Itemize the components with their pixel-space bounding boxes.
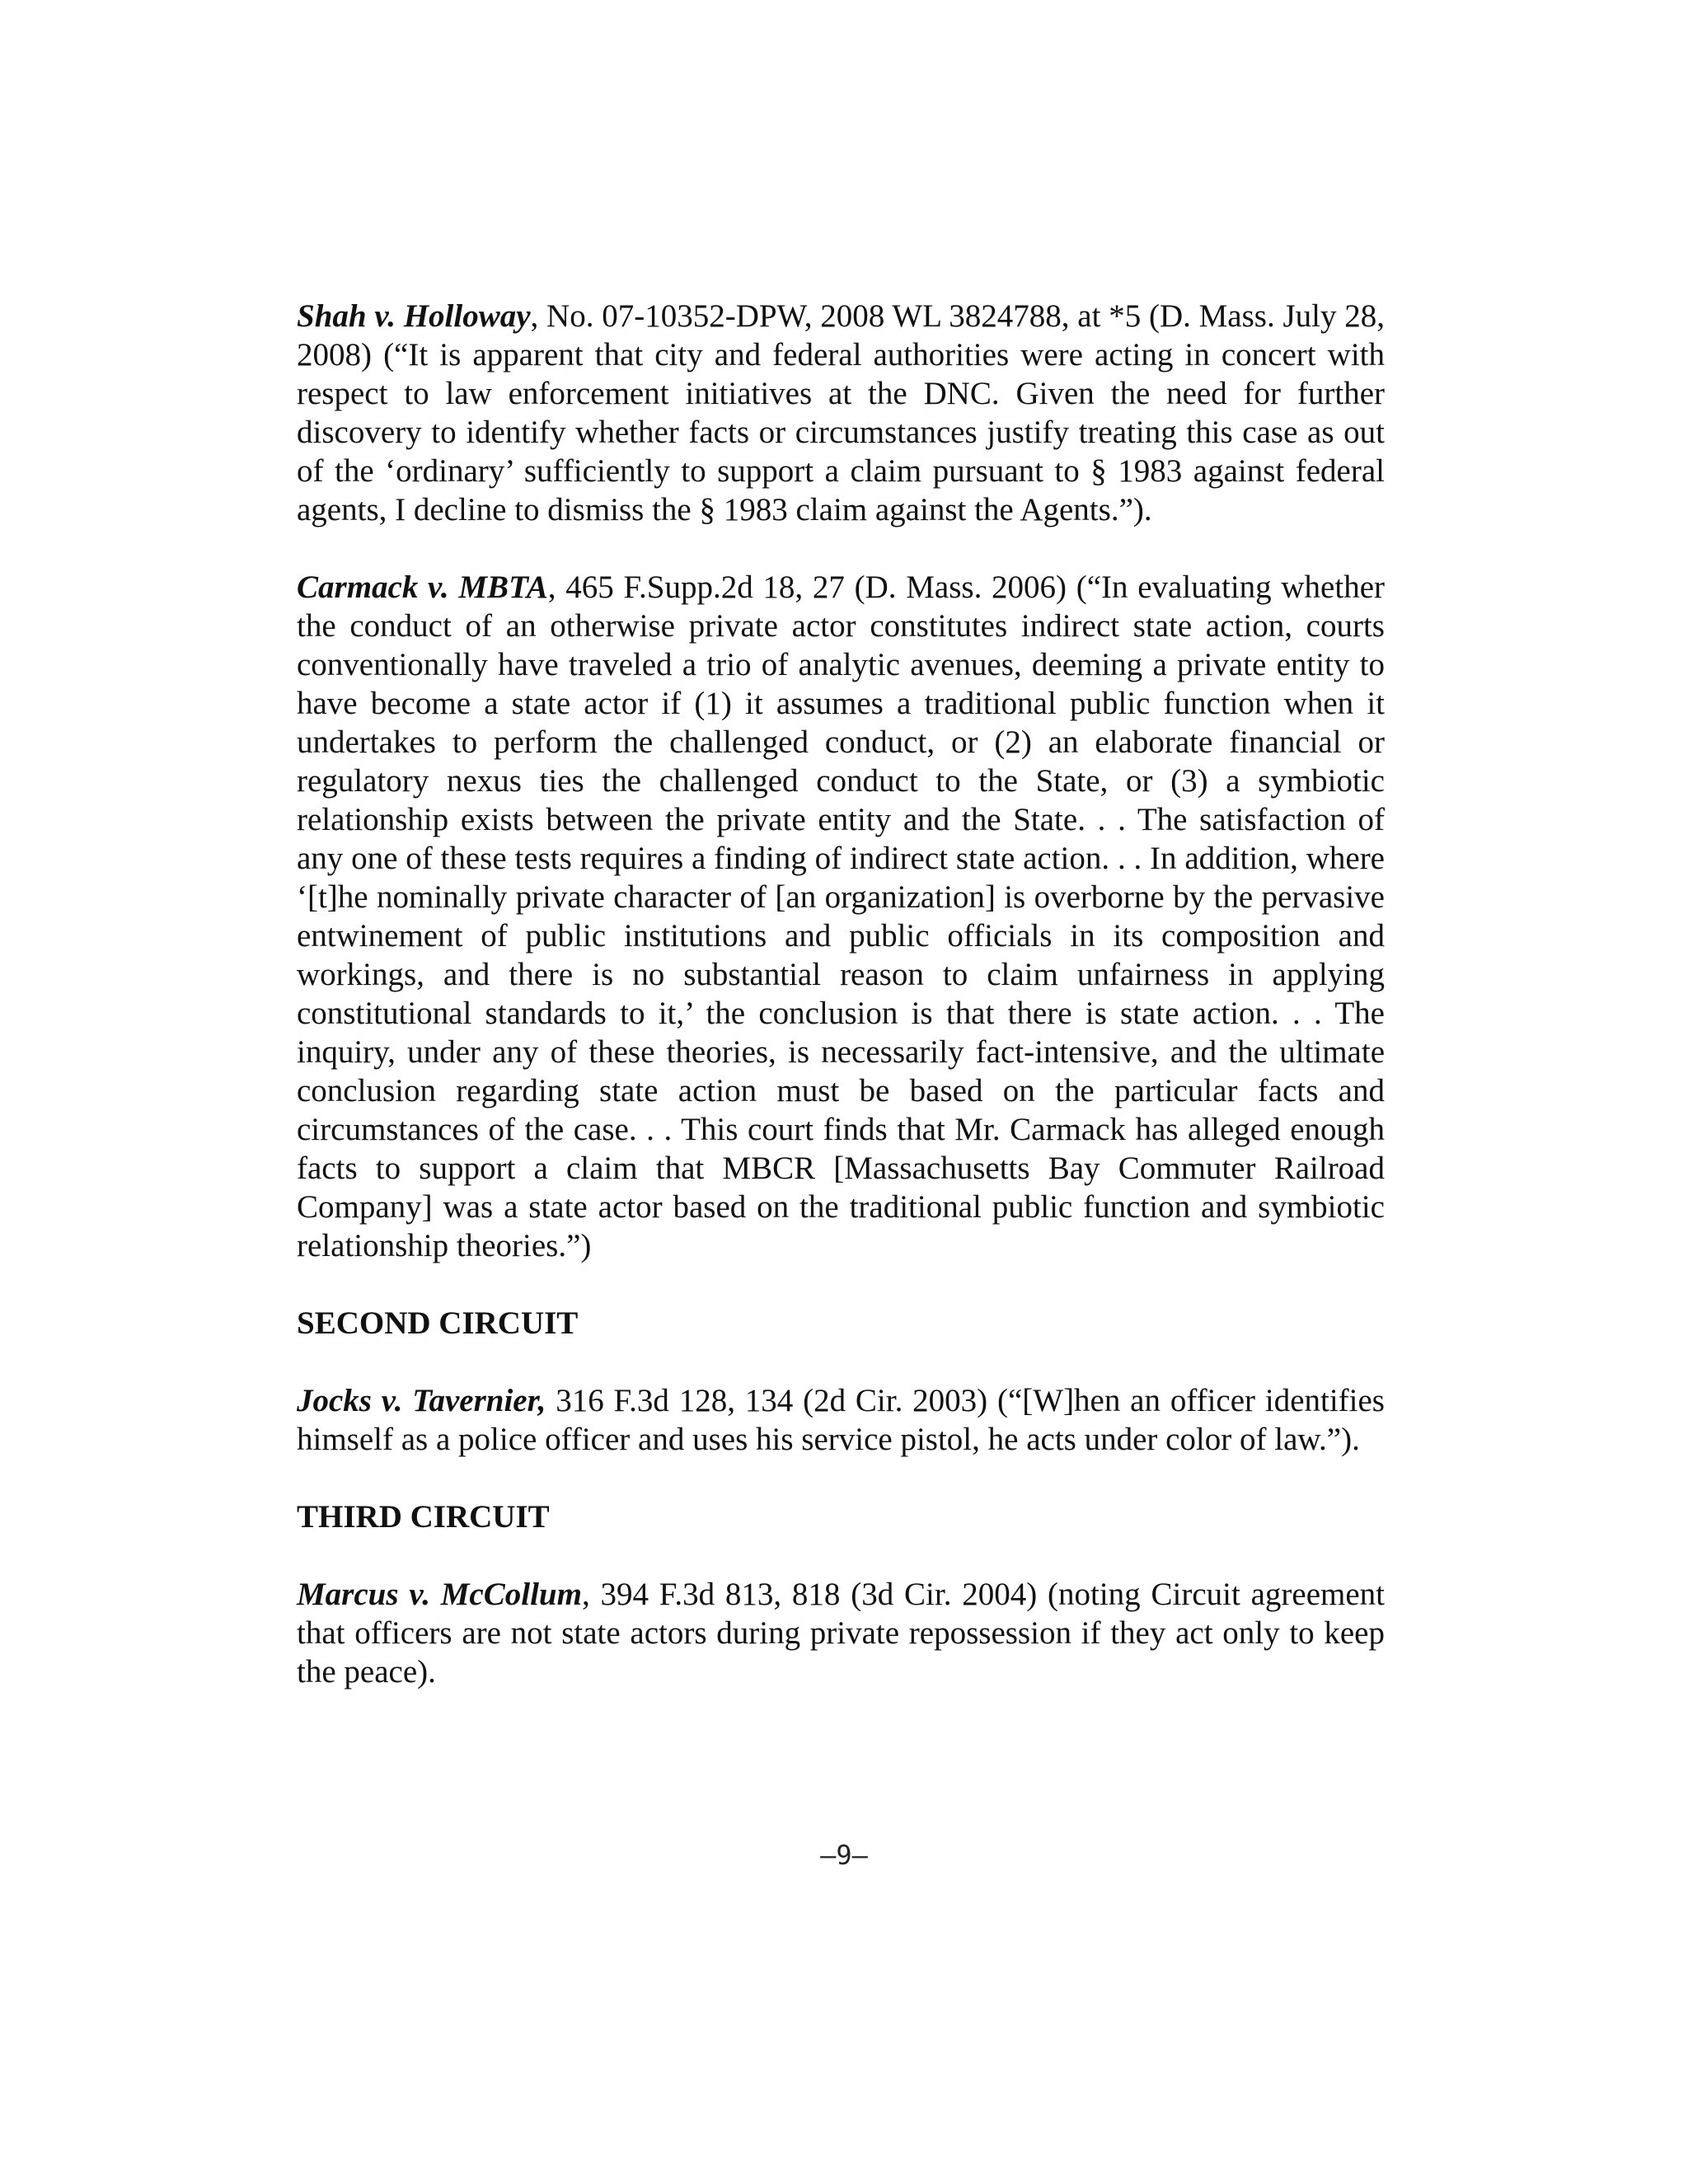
page-number: –9– <box>820 1840 868 1871</box>
section-heading-third-circuit: THIRD CIRCUIT <box>297 1499 550 1535</box>
case-citation-text: , 465 F.Supp.2d 18, 27 (D. Mass. 2006) (“In evaluating whether the conduct of an otherwise private actor constitutes indirect state action, courts conventionally have traveled a trio of analytic avenues, deeming a private entity to have become a state actor if (1) it assumes a traditional public function when it undertakes to perform the challenged conduct, or (2) an elaborate financial or regulatory nexus ties the challenged conduct to the State, or (3) a symbiotic relationship exists between the private entity and the State. . . The satisfaction of any one of these tests requires a finding of indirect state action. . . In addition, where ‘[t]he nominally private character of [an organization] is overborne by the pervasive entwinement of public institutions and public officials in its composition and workings, and there is no substantial reason to claim unfairness in applying constitutional standards to it,’ the conclusion is that there is state action. . . The inquiry, under any of these theories, is necessarily fact-intensive, and the ultimate conclusion regarding state action must be based on the particular facts and circumstances of the case. . . This court finds that Mr. Carmack has alleged enough facts to support a claim that MBCR [Massachusetts Bay Commuter Railroad Company] was a state actor based on the traditional public function and symbiotic relationship theories.”) <box>297 569 1385 1263</box>
case-entry-carmack <box>297 568 1385 1265</box>
case-name: Carmack v. MBTA <box>297 569 548 605</box>
case-name: Marcus v. McCollum <box>297 1577 582 1612</box>
case-entry-shah <box>297 297 1385 529</box>
case-citation-text: 316 F.3d 128, 134 (2d Cir. 2003) (“[W]hen an officer identifies himself as a police officer and uses his service pistol, he acts under color of law.”). <box>297 1383 1385 1457</box>
case-citation-text: , 394 F.3d 813, 818 (3d Cir. 2004) (noting Circuit agreement that officers are not state actors during private repossession if they act only to keep the peace). <box>297 1577 1385 1690</box>
section-heading-second-circuit: SECOND CIRCUIT <box>297 1305 579 1341</box>
case-entry-marcus <box>297 1575 1385 1691</box>
case-name: Jocks v. Tavernier, <box>297 1383 546 1418</box>
case-citation-text: , No. 07-10352-DPW, 2008 WL 3824788, at *5 (D. Mass. July 28, 2008) (“It is apparent that city and federal authorities were acting in concert with respect to law enforcement initiatives at the DNC. Given the need for further discovery to identify whether facts or circumstances justify treating this case as out of the ‘ordinary’ sufficiently to support a claim pursuant to § 1983 against federal agents, I decline to dismiss the § 1983 claim against the Agents.”). <box>297 298 1385 527</box>
case-name: Shah v. Holloway <box>297 298 531 334</box>
document-body <box>297 297 1385 1730</box>
case-entry-jocks <box>297 1381 1385 1459</box>
